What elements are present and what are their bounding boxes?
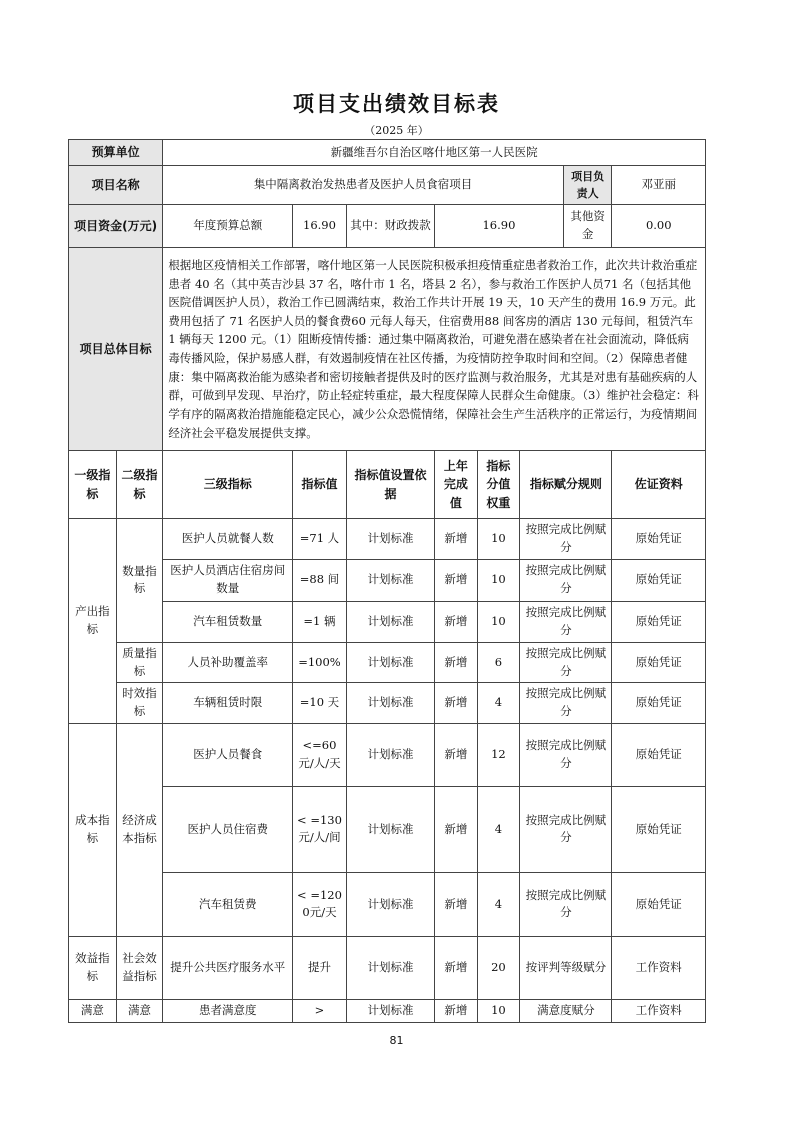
indicator-value: 提升 [293,936,347,999]
header-rule: 指标赋分规则 [520,451,612,519]
indicator-weight: 4 [477,872,520,936]
indicator-weight: 4 [477,786,520,872]
group-output: 产出指标 [69,519,117,724]
project-name-label: 项目名称 [69,166,163,205]
year-label: （2025 年） [364,124,429,137]
fiscal-label: 其中：财政拨款 [346,205,434,248]
table-row [69,723,706,786]
indicator-weight: 12 [477,723,520,786]
indicator-evidence: 原始凭证 [612,872,706,936]
budget-unit-value: 新疆维吾尔自治区喀什地区第一人民医院 [163,140,706,166]
indicator-rule: 按照完成比例赋分 [520,601,612,642]
indicator-rule: 按照完成比例赋分 [520,872,612,936]
indicator-last-year: 新增 [435,559,478,601]
annual-budget-value: 16.90 [293,205,347,248]
indicator-evidence: 原始凭证 [612,519,706,560]
indicator-rule: 按照完成比例赋分 [520,786,612,872]
indicator-evidence: 原始凭证 [612,601,706,642]
indicator-value: =10 天 [293,683,347,724]
page-title: 项目支出绩效目标表 [293,92,500,116]
indicator-evidence: 原始凭证 [612,786,706,872]
indicator-weight: 10 [477,559,520,601]
header-basis: 指标值设置依据 [346,451,434,519]
table-row [69,519,706,560]
table-row [69,559,706,601]
indicator-last-year: 新增 [435,642,478,683]
group-timeliness: 时效指标 [116,683,163,724]
indicator-name: 汽车租赁数量 [163,601,293,642]
table-row [69,642,706,683]
indicator-basis: 计划标准 [346,723,434,786]
budget-unit-label: 预算单位 [69,140,163,166]
table-row [69,683,706,724]
project-leader-label: 项目负责人 [563,166,612,205]
performance-target-table [68,139,706,1023]
project-funds-label: 项目资金(万元) [69,205,163,248]
project-name-value: 集中隔离救治发热患者及医护人员食宿项目 [163,166,564,205]
indicator-value: =100% [293,642,347,683]
indicator-value: > [293,999,347,1022]
indicator-weight: 6 [477,642,520,683]
indicator-basis: 计划标准 [346,786,434,872]
budget-unit-row [69,140,706,166]
indicator-basis: 计划标准 [346,936,434,999]
annual-budget-label: 年度预算总额 [163,205,293,248]
indicator-last-year: 新增 [435,999,478,1022]
group-quantity: 数量指标 [116,519,163,643]
indicator-evidence: 原始凭证 [612,723,706,786]
project-funds-row [69,205,706,248]
indicator-last-year: 新增 [435,723,478,786]
indicator-evidence: 工作资料 [612,936,706,999]
page-number: 81 [389,1034,404,1047]
group-satisfaction-2: 满意 [116,999,163,1022]
indicator-last-year: 新增 [435,786,478,872]
project-name-row [69,166,706,205]
indicator-rule: 满意度赋分 [520,999,612,1022]
indicator-basis: 计划标准 [346,519,434,560]
indicator-basis: 计划标准 [346,999,434,1022]
indicator-weight: 4 [477,683,520,724]
indicator-name: 医护人员就餐人数 [163,519,293,560]
overall-goal-row [69,248,706,451]
indicator-rule: 按照完成比例赋分 [520,723,612,786]
project-leader-value: 邓亚丽 [612,166,706,205]
indicator-basis: 计划标准 [346,642,434,683]
indicator-name: 人员补助覆盖率 [163,642,293,683]
overall-goal-text: 根据地区疫情相关工作部署，喀什地区第一人民医院积极承担疫情重症患者救治工作，此次共计救治重症患者 40 名（其中英吉沙县 37 名，喀什市 1 名，塔县 2 名），参与救治工作医护人员71 名（包括其他医院借调医护人员），救治工作已圆满结束，救治工作共计开展 19 天，10 天产生的费用 16.9 万元。此费用包括了 71 名医护人员的餐食费60 元每人每天，住宿费用88 间客房的酒店 130 元每间，租赁汽车 1 辆每天 1200 元。（1）阻断疫情传播：通过集中隔离救治，可避免潜在感染者在社会面流动，降低病毒传播风险，保护易感人群，有效遏制疫情在社区传播，为疫情防控争取时间和空间。（2）保障患者健康：集中隔离救治能为感染者和密切接触者提供及时的医疗监测与救治服务，尤其是对患有基础疾病的人群，可做到早发现、早治疗，防止轻症转重症，最大程度保障人民群众生命健康。（3）维护社会稳定：科学有序的隔离救治措施能稳定民心，减少公众恐慌情绪，保障社会生产生活秩序的正常运行，为疫情期间经济社会平稳发展提供支撑。 [163,248,706,451]
table-row [69,936,706,999]
indicator-name: 汽车租赁费 [163,872,293,936]
indicator-name: 医护人员住宿费 [163,786,293,872]
other-funds-label: 其他资金 [563,205,612,248]
indicator-basis: 计划标准 [346,872,434,936]
indicator-rule: 按照完成比例赋分 [520,519,612,560]
table-row [69,999,706,1022]
fiscal-value: 16.90 [435,205,564,248]
indicator-basis: 计划标准 [346,683,434,724]
group-econ-cost: 经济成本指标 [116,723,163,936]
indicator-value: <=60元/人/天 [293,723,347,786]
table-row [69,601,706,642]
indicator-last-year: 新增 [435,601,478,642]
indicator-last-year: 新增 [435,872,478,936]
indicator-rule: 按评判等级赋分 [520,936,612,999]
header-level2: 二级指标 [116,451,163,519]
indicator-value: < =1200元/天 [293,872,347,936]
indicator-weight: 10 [477,999,520,1022]
indicator-name: 医护人员餐食 [163,723,293,786]
indicator-name: 车辆租赁时限 [163,683,293,724]
table-row [69,872,706,936]
indicator-evidence: 原始凭证 [612,683,706,724]
group-quality: 质量指标 [116,642,163,683]
table-row [69,786,706,872]
group-cost: 成本指标 [69,723,117,936]
header-evidence: 佐证资料 [612,451,706,519]
indicator-value: =71 人 [293,519,347,560]
header-value: 指标值 [293,451,347,519]
indicator-value: =1 辆 [293,601,347,642]
indicator-basis: 计划标准 [346,559,434,601]
indicator-header-row [69,451,706,519]
indicator-evidence: 原始凭证 [612,559,706,601]
indicator-rule: 按照完成比例赋分 [520,683,612,724]
indicator-basis: 计划标准 [346,601,434,642]
group-social-benefit: 社会效益指标 [116,936,163,999]
indicator-name: 患者满意度 [163,999,293,1022]
indicator-evidence: 原始凭证 [612,642,706,683]
header-level1: 一级指标 [69,451,117,519]
group-benefit: 效益指标 [69,936,117,999]
header-last-year: 上年完成值 [435,451,478,519]
header-weight: 指标分值权重 [477,451,520,519]
indicator-rule: 按照完成比例赋分 [520,642,612,683]
indicator-last-year: 新增 [435,519,478,560]
indicator-weight: 10 [477,601,520,642]
indicator-evidence: 工作资料 [612,999,706,1022]
group-satisfaction-1: 满意 [69,999,117,1022]
indicator-last-year: 新增 [435,936,478,999]
indicator-weight: 20 [477,936,520,999]
indicator-rule: 按照完成比例赋分 [520,559,612,601]
header-level3: 三级指标 [163,451,293,519]
indicator-value: =88 间 [293,559,347,601]
indicator-name: 医护人员酒店住宿房间数量 [163,559,293,601]
indicator-name: 提升公共医疗服务水平 [163,936,293,999]
indicator-last-year: 新增 [435,683,478,724]
indicator-value: < =130元/人/间 [293,786,347,872]
other-funds-value: 0.00 [612,205,706,248]
overall-goal-label: 项目总体目标 [69,248,163,451]
indicator-weight: 10 [477,519,520,560]
